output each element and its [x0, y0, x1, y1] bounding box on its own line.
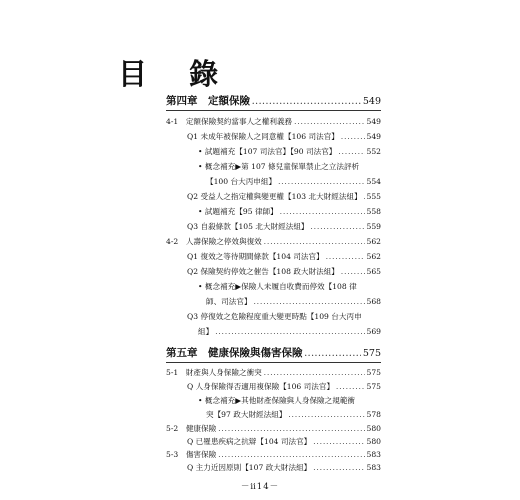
dot-leader [341, 130, 365, 144]
dot-leader [280, 205, 365, 219]
toc-entry-text: Q2 保險契約停效之催告【108 政大財法組】 [187, 267, 339, 276]
toc-entry-text: 5-1 財產與人身保險之衝突 [166, 368, 262, 377]
toc-page-number: 552 [366, 147, 381, 156]
toc-entry-text: 4-2 人壽保險之停效與復效 [166, 237, 262, 246]
toc-question[interactable] [187, 461, 381, 475]
toc-page-number: 562 [366, 237, 381, 246]
toc-supplement[interactable] [198, 145, 381, 159]
toc-section[interactable] [166, 366, 381, 380]
toc-page-number: 565 [366, 267, 381, 276]
toc-entry-text: 【100 台大丙申組】 [206, 177, 277, 186]
toc-section[interactable] [166, 115, 381, 129]
toc-chapter-5[interactable] [166, 346, 381, 361]
dot-leader [313, 461, 364, 475]
toc-entry-text: 5-3 傷害保險 [166, 450, 217, 459]
toc-chapter-4[interactable] [166, 94, 381, 109]
toc-entry-text: • 概念補充▶其他財產保險與人身保險之規範衝 [198, 396, 356, 405]
dot-leader [264, 235, 365, 249]
toc-question-continued[interactable] [198, 325, 381, 339]
dot-leader [288, 408, 364, 422]
toc-section[interactable] [166, 422, 381, 436]
toc-page-number: 568 [366, 297, 381, 306]
toc-page-number: 583 [366, 463, 381, 472]
chapter-divider [166, 362, 381, 363]
toc-entry-text: Q3 自殺條款【105 北大財經法組】 [187, 222, 309, 231]
toc-page-number: 583 [366, 450, 381, 459]
toc-question[interactable] [187, 220, 381, 234]
toc-supplement-continued[interactable] [206, 408, 381, 422]
toc-page-number: 562 [366, 252, 381, 261]
toc-entry-text: Q3 停復效之危險程度重大變更時點【109 台大丙申 [187, 312, 362, 321]
toc-entry-text: 5-2 健康保險 [166, 424, 217, 433]
page-title: 目 錄 [118, 57, 235, 91]
toc-supplement[interactable] [198, 205, 381, 219]
toc-supplement[interactable] [198, 160, 381, 174]
toc-page-number: 575 [362, 348, 381, 359]
toc-supplement[interactable] [198, 280, 381, 294]
toc-page-number: 569 [366, 327, 381, 336]
dot-leader [218, 422, 364, 436]
toc-page-number: 578 [366, 410, 381, 419]
toc-entry-text: • 概念補充▶保險人未履自收費而停效【108 律 [198, 282, 357, 291]
toc-entry-text: Q 人身保險得否適用複保險【106 司法官】 [187, 382, 335, 391]
toc-page-number: 559 [366, 222, 381, 231]
dot-leader [264, 366, 365, 380]
toc-entry-text: Q1 復效之等待期間條款【104 司法官】 [187, 252, 324, 261]
dot-leader [254, 295, 365, 309]
toc-entry-text: 4-1 定額保險契約當事人之權利義務 [166, 117, 293, 126]
toc-entry-text: 師、司法官】 [206, 297, 252, 306]
dot-leader [313, 435, 364, 449]
dot-leader [338, 145, 364, 159]
dot-leader [341, 265, 365, 279]
dot-leader [215, 325, 364, 339]
dot-leader [294, 115, 364, 129]
toc-supplement-continued[interactable] [206, 295, 381, 309]
toc-page-number: 549 [366, 117, 381, 126]
dot-leader [364, 190, 365, 204]
toc-entry-text: Q1 未成年被保險人之同意權【106 司法官】 [187, 132, 339, 141]
toc-page-number: 554 [366, 177, 381, 186]
toc-entry-text: 組】 [198, 327, 214, 336]
toc-page-number: 549 [362, 96, 381, 107]
toc-question[interactable] [187, 435, 381, 449]
toc-page-number: 580 [366, 437, 381, 446]
toc-question[interactable] [187, 130, 381, 144]
chapter-divider [166, 110, 381, 111]
toc-entry-text: • 概念補充▶第 107 條兒童保單禁止之立法評析 [198, 162, 360, 171]
toc-entry-text: Q 主力近因原則【107 政大財法組】 [187, 463, 312, 472]
toc-page-number: 575 [366, 382, 381, 391]
toc-question[interactable] [187, 190, 381, 204]
dot-leader [218, 448, 364, 462]
toc-supplement-continued[interactable] [206, 175, 381, 189]
toc-supplement[interactable] [198, 394, 381, 408]
toc-section[interactable] [166, 235, 381, 249]
page-footer-number: －ⅱ14－ [240, 482, 280, 492]
dot-leader [336, 380, 364, 394]
toc-question[interactable] [187, 380, 381, 394]
toc-page-number: 575 [366, 368, 381, 377]
toc-entry-text: 突【97 政大財經法組】 [206, 410, 287, 419]
toc-question[interactable] [187, 250, 381, 264]
toc-page-number: 558 [366, 207, 381, 216]
toc-question[interactable] [187, 265, 381, 279]
toc-entry-text: Q2 受益人之指定權與變更權【103 北大財經法組】 [187, 192, 362, 201]
toc-question[interactable] [187, 310, 381, 324]
dot-leader [311, 220, 365, 234]
toc-entry-text: • 試題補充【107 司法官】【90 司法官】 [198, 147, 337, 156]
toc-page-number: 555 [366, 192, 381, 201]
toc-entry-text: • 試題補充【95 律師】 [198, 207, 278, 216]
dot-leader [305, 347, 361, 361]
toc-entry-text: 第四章 定額保險 [166, 95, 250, 107]
toc-section[interactable] [166, 448, 381, 462]
dot-leader [278, 175, 364, 189]
toc-entry-text: 第五章 健康保險與傷害保險 [166, 347, 303, 359]
dot-leader [252, 95, 361, 109]
dot-leader [326, 250, 365, 264]
toc-page-number: 549 [366, 132, 381, 141]
toc-entry-text: Q 已罹患疾病之抗辯【104 司法官】 [187, 437, 312, 446]
toc-page-number: 580 [366, 424, 381, 433]
